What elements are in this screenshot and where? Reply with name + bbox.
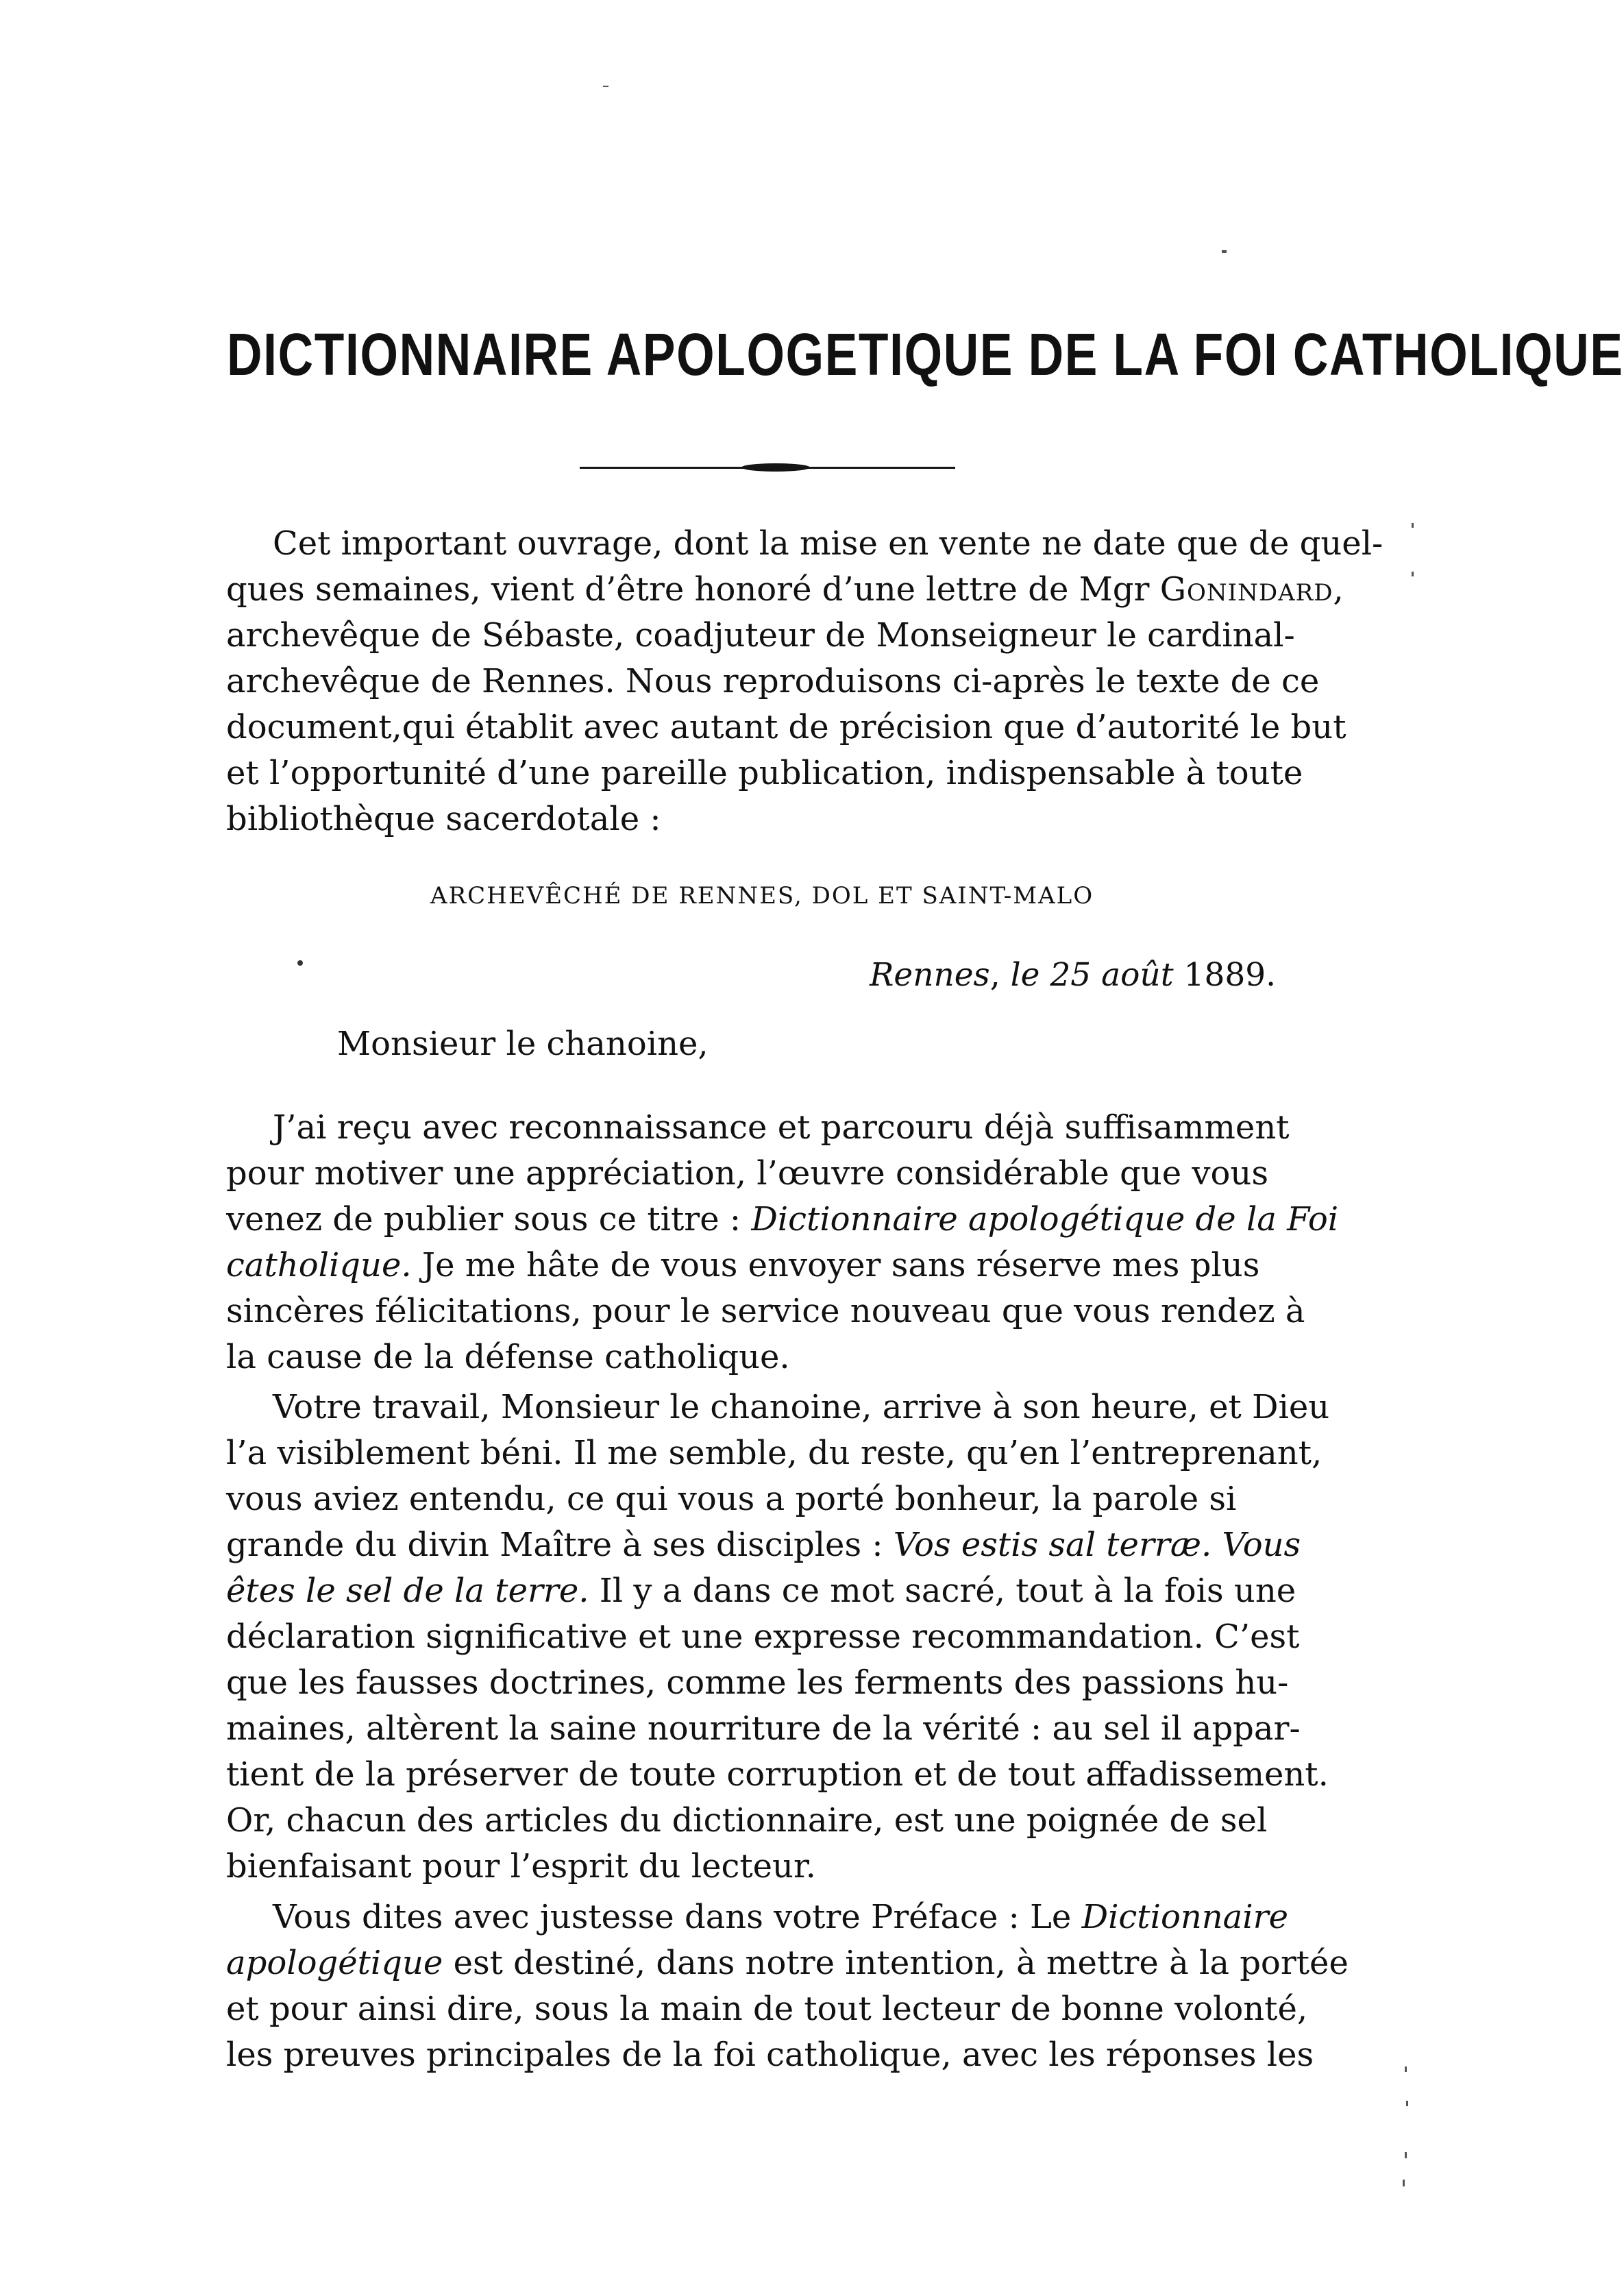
scan-speck <box>1406 2101 1408 2106</box>
letter-date <box>870 956 1276 994</box>
p2-line-2: l’a visiblement béni. Il me semble, du reste, qu’en l’entreprenant, <box>226 1434 1322 1472</box>
p1-line-2: pour motiver une appréciation, l’œuvre considérable que vous <box>226 1154 1268 1193</box>
p2-line-11: bienfaisant pour l’esprit du lecteur. <box>226 1847 816 1886</box>
book-title-italic-end: catholique. <box>226 1246 412 1284</box>
intro-line-4: archevêque de Rennes. Nous reproduisons ci-après le texte de ce <box>226 662 1320 700</box>
p3-line-2 <box>226 1940 1349 1986</box>
intro-line-5: document,qui établit avec autant de précision que d’autorité le but <box>226 708 1346 746</box>
p1-line-4 <box>226 1243 1322 1289</box>
scan-speck <box>1222 250 1227 253</box>
p1-line-3 <box>226 1197 1339 1243</box>
p3-line-4: les preuves principales de la foi catholique, avec les réponses les <box>226 2036 1314 2074</box>
scan-speck <box>1405 2066 1407 2072</box>
ornamental-rule <box>580 458 955 476</box>
p3-line-2-text: est destiné, dans notre intention, à mettre à la portée <box>443 1944 1349 1982</box>
salutation: Monsieur le chanoine, <box>337 1025 709 1063</box>
scan-dot <box>297 960 303 966</box>
p1-line-4-text: Je me hâte de vous envoyer sans réserve mes plus <box>411 1246 1260 1284</box>
scan-speck <box>1405 2152 1407 2158</box>
intro-line-1: Cet important ouvrage, dont la mise en vente ne date que de quel- <box>273 524 1383 563</box>
p2-line-5 <box>226 1568 1322 1614</box>
date-day-month: le 25 août <box>1010 956 1174 994</box>
date-place: Rennes <box>870 956 990 994</box>
letterhead: ARCHEVÊCHÉ DE RENNES, DOL ET SAINT-MALO <box>430 882 1094 910</box>
translation-quote: êtes le sel de la terre. <box>226 1572 589 1610</box>
scan-speck <box>1412 523 1414 528</box>
p2-line-7: que les fausses doctrines, comme les ferments des passions hu- <box>226 1663 1289 1702</box>
scan-speck <box>1412 572 1414 576</box>
paragraph-3 <box>226 1894 1349 2078</box>
latin-quote: Vos estis sal terræ. Vous <box>893 1526 1301 1564</box>
document-title: DICTIONNAIRE APOLOGETIQUE DE LA FOI CATHOLIQUE <box>227 321 1624 388</box>
date-comma: , <box>989 956 1011 994</box>
p2-line-9: tient de la préserver de toute corruption et de tout affadissement. <box>226 1755 1329 1794</box>
p2-line-4-text: grande du divin Maître à ses disciples : <box>226 1526 894 1564</box>
bishop-name: Gonindard, <box>1159 570 1344 609</box>
p2-line-8: maines, altèrent la saine nourriture de la vérité : au sel il appar- <box>226 1709 1301 1748</box>
p2-line-3: vous aviez entendu, ce qui vous a porté bonheur, la parole si <box>226 1480 1237 1518</box>
intro-line-6: et l’opportunité d’une pareille publication, indispensable à toute <box>226 754 1303 792</box>
date-space <box>1174 956 1184 994</box>
p1-line-3-text: venez de publier sous ce titre : <box>226 1200 752 1239</box>
p3-line-1-text: Vous dites avec justesse dans votre Préface : Le <box>273 1898 1082 1936</box>
p2-line-6: déclaration significative et une expresse recommandation. C’est <box>226 1618 1300 1656</box>
p1-line-1: J’ai reçu avec reconnaissance et parcouru déjà suffisamment <box>273 1108 1290 1147</box>
p2-line-10: Or, chacun des articles du dictionnaire, est une poignée de sel <box>226 1801 1268 1840</box>
book-title-italic: Dictionnaire apologétique de la Foi <box>751 1200 1339 1239</box>
p1-line-6: la cause de la défense catholique. <box>226 1338 790 1376</box>
scan-speck <box>603 86 608 87</box>
intro-line-2-text: ques semaines, vient d’être honoré d’une lettre de Mgr <box>226 570 1160 609</box>
intro-paragraph <box>226 521 1383 842</box>
p2-line-1: Votre travail, Monsieur le chanoine, arrive à son heure, et Dieu <box>273 1388 1330 1426</box>
intro-line-3: archevêque de Sébaste, coadjuteur de Monseigneur le cardinal- <box>226 616 1295 655</box>
p2-line-5-text: Il y a dans ce mot sacré, tout à la fois une <box>589 1572 1296 1610</box>
date-year: 1889. <box>1183 956 1277 994</box>
intro-line-7: bibliothèque sacerdotale : <box>226 800 661 838</box>
dictionnaire-italic: Dictionnaire <box>1081 1898 1288 1936</box>
p3-line-3: et pour ainsi dire, sous la main de tout lecteur de bonne volonté, <box>226 1990 1308 2028</box>
rule-flourish <box>741 463 810 472</box>
paragraph-2 <box>226 1385 1330 1890</box>
p3-line-1 <box>226 1894 1322 1940</box>
paragraph-1 <box>226 1105 1339 1380</box>
apologetique-italic: apologétique <box>226 1944 443 1982</box>
p2-line-4 <box>226 1522 1322 1568</box>
intro-line-2 <box>226 567 1344 613</box>
scan-speck <box>1403 2180 1405 2186</box>
p1-line-5: sincères félicitations, pour le service nouveau que vous rendez à <box>226 1292 1305 1330</box>
